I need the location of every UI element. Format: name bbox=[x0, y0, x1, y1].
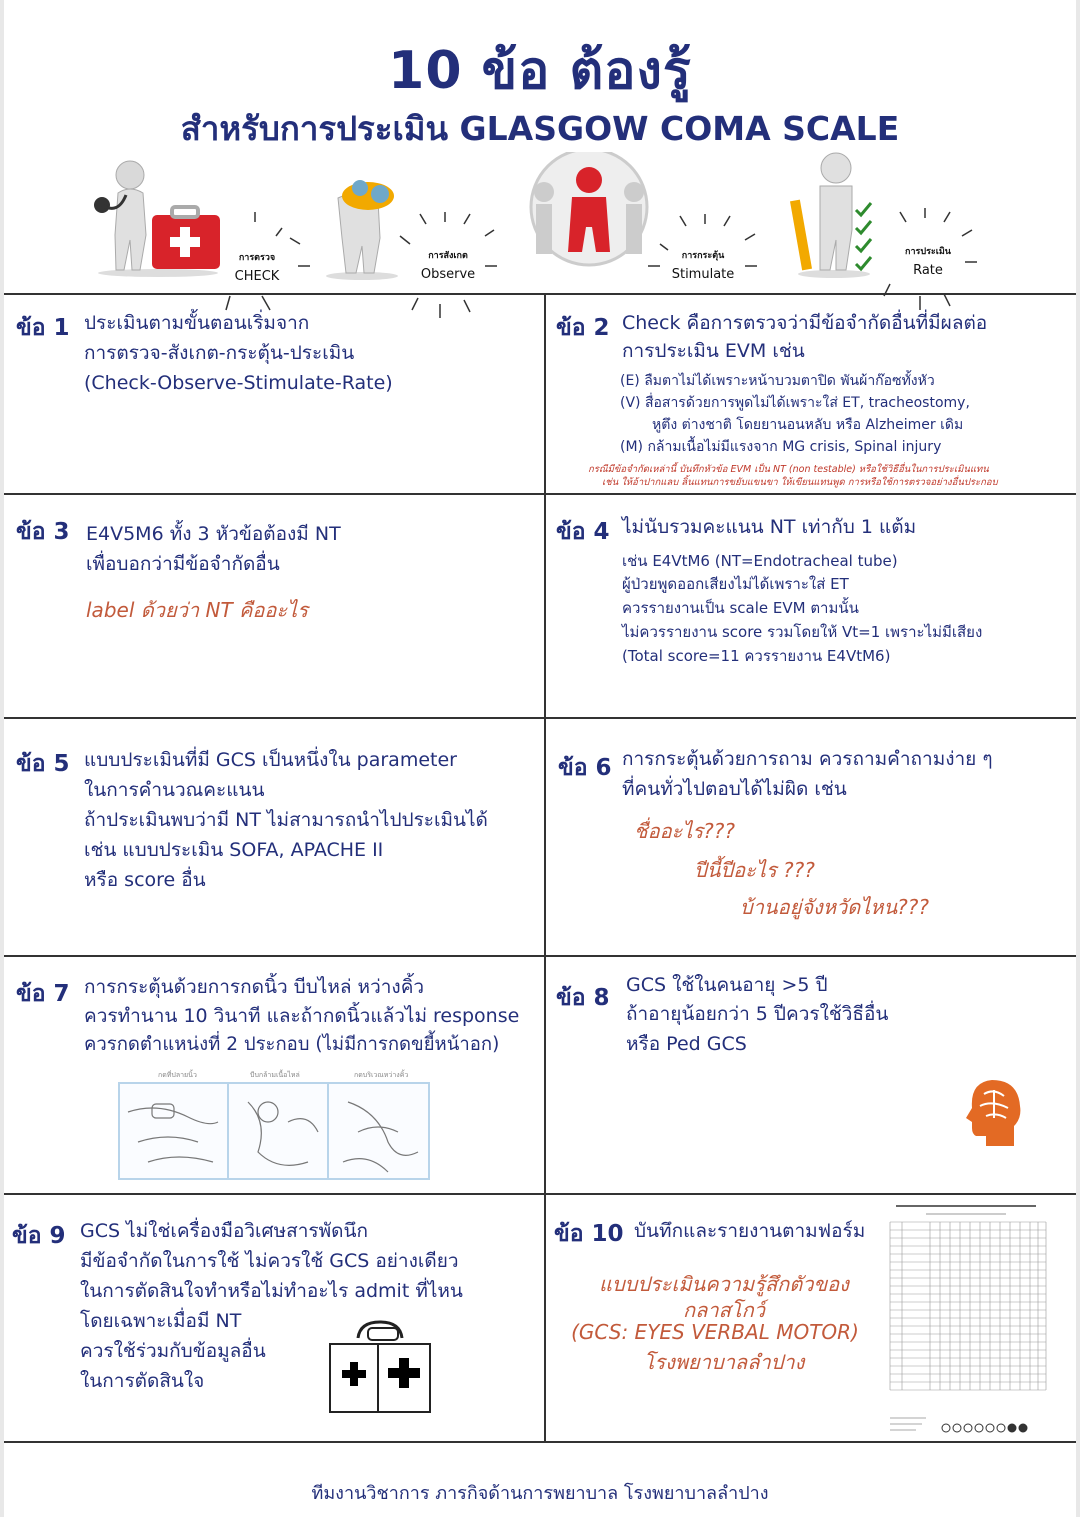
item-4-sub-3: ควรรายงานเป็น scale EVM ตามนั้น bbox=[622, 599, 859, 617]
item-6-question-1: ชื่ออะไร??? bbox=[634, 819, 735, 843]
item-5-line-5: หรือ score อื่น bbox=[84, 869, 206, 891]
item-6-question-2: ปีนี้ปีอะไร ??? bbox=[694, 858, 815, 882]
item-9-number: ข้อ 9 bbox=[12, 1223, 66, 1249]
item-2-note-1: กรณีมีข้อจำกัดเหล่านี้ บันทึกหัวข้อ EVM เป็น NT (non testable) หรือใช้วิธีอื่นในการประเมินแทน bbox=[588, 464, 989, 475]
item-4-sub-1: เช่น E4VtM6 (NT=Endotracheal tube) bbox=[622, 552, 898, 570]
stage-observe bbox=[412, 248, 484, 282]
item-9-line-3: ในการตัดสินใจทำหรือไม่ทำอะไร admit ที่ไหน bbox=[80, 1280, 463, 1302]
item-7-line-1: การกระตุ้นด้วยการกดนิ้ว บีบไหล่ หว่างคิ้ว bbox=[84, 976, 425, 998]
item-1-line-1: ประเมินตามขั้นตอนเริ่มจาก bbox=[84, 312, 310, 334]
item-10-form-title-2: กลาสโกว์ bbox=[683, 1298, 765, 1322]
item-9-line-4: โดยเฉพาะเมื่อมี NT bbox=[80, 1310, 242, 1332]
stage-stimulate bbox=[666, 248, 740, 282]
item-3-line-2: เพื่อบอกว่ามีข้อจำกัดอื่น bbox=[86, 553, 280, 575]
item-2-sub-3: หูตึง ต่างชาติ โดยยานอนหลับ หรือ Alzheimer เดิม bbox=[652, 417, 964, 433]
grid-line bbox=[4, 1441, 1076, 1443]
footer-credit: ทีมงานวิชาการ ภารกิจด้านการพยาบาล โรงพยาบาลลำปาง bbox=[311, 1483, 769, 1504]
item-2-sub-1: (E) ลืมตาไม่ได้เพราะหน้าบวมตาปิด พันผ้าก๊อซทั้งหัว bbox=[620, 373, 935, 389]
item-4-sub-5: (Total score=11 ควรรายงาน E4VtM6) bbox=[622, 647, 891, 665]
stage-rate-label: Rate bbox=[913, 263, 943, 278]
item-3-number: ข้อ 3 bbox=[16, 519, 70, 545]
item-6-number: ข้อ 6 bbox=[558, 755, 612, 781]
stage-observe-thai: การสังเกต bbox=[428, 251, 468, 261]
stage-stimulate-label: Stimulate bbox=[671, 267, 735, 282]
grid-line bbox=[4, 955, 1076, 957]
item-10-form-title-1: แบบประเมินความรู้สึกตัวของ bbox=[599, 1272, 849, 1296]
item-7-line-3: ควรกดตำแหน่งที่ 2 ประกอบ (ไม่มีการกดขยี้หน้าอก) bbox=[84, 1034, 500, 1055]
stage-check-label: CHECK bbox=[234, 269, 280, 284]
item-10-line-1: บันทึกและรายงานตามฟอร์ม bbox=[634, 1220, 866, 1242]
item-5-line-1: แบบประเมินที่มี GCS เป็นหนึ่งใน parameter bbox=[84, 749, 457, 771]
item-9-line-2: มีข้อจำกัดในการใช้ ไม่ควรใช้ GCS อย่างเดียว bbox=[80, 1250, 459, 1272]
item-6-line-2: ที่คนทั่วไปตอบได้ไม่ผิด เช่น bbox=[622, 778, 847, 800]
item-8-line-3: หรือ Ped GCS bbox=[626, 1033, 747, 1055]
item-2-note-2: เช่น ให้อ้าปากแลบ ลิ้นแทนการขยับแขนขา ให้เขียนแทนพูด การหรือใช้การตรวจอย่างอื่นประกอบ bbox=[602, 477, 998, 488]
item-10-number: ข้อ 10 bbox=[554, 1221, 624, 1247]
gcs-form-thumbnail-icon bbox=[886, 1200, 1050, 1436]
item-4-number: ข้อ 4 bbox=[556, 519, 610, 545]
item-7-caption-2: บีบกล้ามเนื้อไหล่ bbox=[250, 1071, 300, 1079]
grid-line bbox=[4, 293, 1076, 295]
item-10-form-title-4: โรงพยาบาลลำปาง bbox=[643, 1350, 805, 1374]
item-7-caption-1: กดที่ปลายนิ้ว bbox=[158, 1071, 197, 1079]
item-9-line-5: ควรใช้ร่วมกับข้อมูลอื่น bbox=[80, 1340, 266, 1362]
page-subtitle: สำหรับการประเมิน GLASGOW COMA SCALE bbox=[180, 109, 900, 148]
item-5-line-4: เช่น แบบประเมิน SOFA, APACHE II bbox=[84, 839, 384, 861]
item-4-sub-2: ผู้ป่วยพูดออกเสียงไม่ได้เพราะใส่ ET bbox=[622, 575, 849, 593]
item-3-line-1: E4V5M6 ทั้ง 3 หัวข้อต้องมี NT bbox=[86, 523, 341, 545]
item-6-line-1: การกระตุ้นด้วยการถาม ควรถามคำถามง่าย ๆ bbox=[622, 748, 993, 770]
item-8-line-2: ถ้าอายุน้อยกว่า 5 ปีควรใช้วิธีอื่น bbox=[626, 1003, 889, 1025]
item-3-highlight: label ด้วยว่า NT คืออะไร bbox=[86, 598, 308, 622]
stage-rate-thai: การประเมิน bbox=[905, 247, 951, 257]
grid-line bbox=[4, 717, 1076, 719]
stage-check bbox=[222, 250, 292, 284]
stimulation-sketch-icon bbox=[118, 1082, 430, 1180]
stage-observe-label: Observe bbox=[420, 267, 476, 282]
item-2-line-2: การประเมิน EVM เช่น bbox=[622, 340, 805, 362]
item-4-sub-4: ไม่ควรรายงาน score รวมโดยให้ Vt=1 เพราะไม่มีเสียง bbox=[622, 623, 983, 641]
item-8-line-1: GCS ใช้ในคนอายุ >5 ปี bbox=[626, 974, 828, 996]
grid-line bbox=[4, 493, 1076, 495]
item-2-sub-2: (V) สื่อสารด้วยการพูดไม่ได้เพราะใส่ ET, tracheostomy, bbox=[620, 395, 970, 411]
item-1-line-2: การตรวจ-สังเกต-กระตุ้น-ประเมิน bbox=[84, 342, 355, 364]
item-5-line-3: ถ้าประเมินพบว่ามี NT ไม่สามารถนำไปประเมินได้ bbox=[84, 809, 488, 831]
item-2-line-1: Check คือการตรวจว่ามีข้อจำกัดอื่นที่มีผลต่อ bbox=[622, 312, 988, 334]
grid-line bbox=[4, 1193, 1076, 1195]
item-10-form-title-3: (GCS: EYES VERBAL MOTOR) bbox=[571, 1320, 859, 1344]
first-aid-kit-icon bbox=[328, 1318, 432, 1414]
item-5-number: ข้อ 5 bbox=[16, 751, 70, 777]
item-7-caption-3: กดบริเวณหว่างคิ้ว bbox=[354, 1071, 409, 1079]
item-2-number: ข้อ 2 bbox=[556, 315, 610, 341]
brain-head-icon bbox=[964, 1078, 1024, 1150]
item-7-number: ข้อ 7 bbox=[16, 981, 70, 1007]
item-2-sub-4: (M) กล้ามเนื้อไม่มีแรงจาก MG crisis, Spinal injury bbox=[620, 439, 942, 455]
item-5-line-2: ในการคำนวณคะแนน bbox=[84, 779, 265, 801]
stage-check-thai: การตรวจ bbox=[238, 253, 276, 263]
stage-rate bbox=[894, 244, 962, 278]
item-1-number: ข้อ 1 bbox=[16, 315, 70, 341]
item-9-line-1: GCS ไม่ใช่เครื่องมือวิเศษสารพัดนึก bbox=[80, 1220, 368, 1242]
stage-stimulate-thai: การกระตุ้น bbox=[681, 251, 725, 261]
item-8-number: ข้อ 8 bbox=[556, 985, 610, 1011]
item-6-question-3: บ้านอยู่จังหวัดไหน??? bbox=[740, 895, 929, 919]
item-1-line-3: (Check-Observe-Stimulate-Rate) bbox=[84, 372, 393, 394]
item-7-line-2: ควรทำนาน 10 วินาที และถ้ากดนิ้วแล้วไม่ response bbox=[84, 1005, 520, 1027]
grid-divider bbox=[544, 293, 546, 1443]
item-9-line-6: ในการตัดสินใจ bbox=[80, 1370, 205, 1392]
item-4-line-1: ไม่นับรวมคะแนน NT เท่ากับ 1 แต้ม bbox=[622, 516, 917, 538]
page-title: 10 ข้อ ต้องรู้ bbox=[388, 41, 692, 101]
